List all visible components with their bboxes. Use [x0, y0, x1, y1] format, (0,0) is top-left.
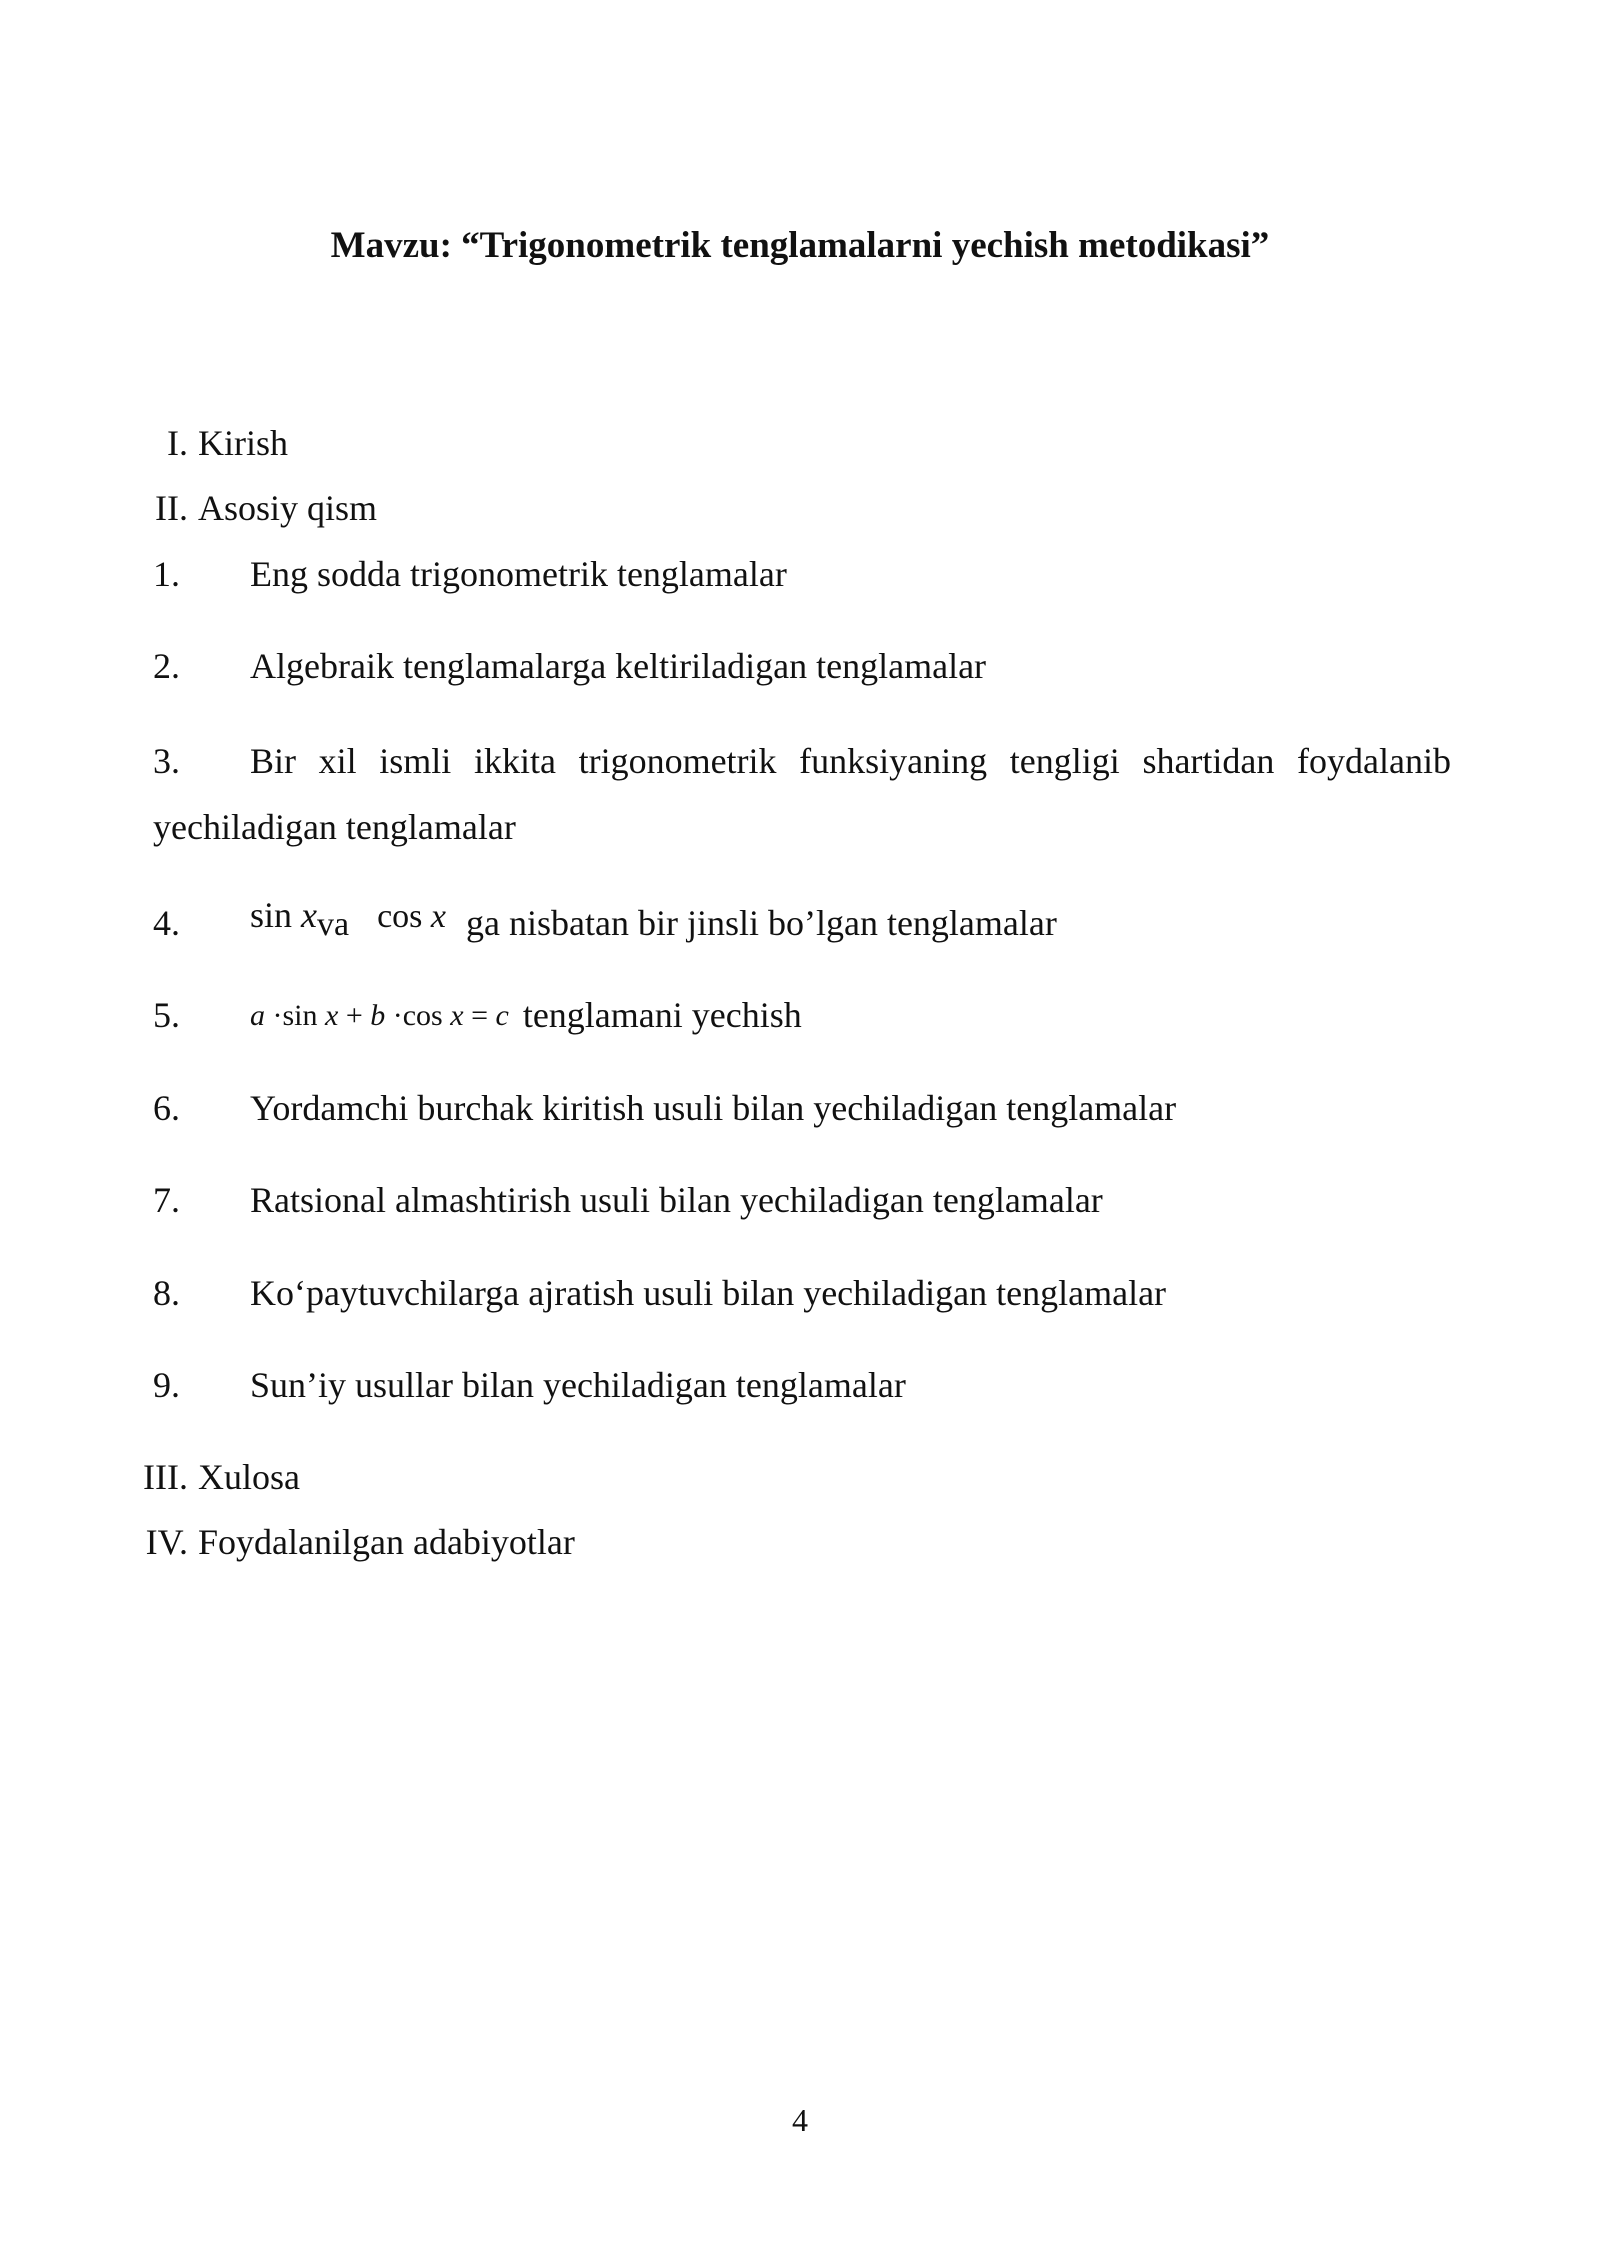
toc-item-label: Asosiy qism — [198, 488, 378, 528]
toc-item-7 — [153, 1177, 1103, 1223]
formula-connector: va — [317, 906, 350, 943]
toc-item-3 — [153, 728, 1451, 860]
toc-item-number: 5. — [153, 995, 180, 1035]
toc-item-label: Eng sodda trigonometrik tenglamalar — [250, 554, 787, 594]
toc-roman-number: II. — [155, 488, 188, 528]
toc-item-4 — [153, 895, 1057, 948]
toc-roman-number: I. — [167, 423, 188, 463]
page-title: Mavzu: “Trigonometrik tenglamalarni yechish metodikasi” — [330, 225, 1270, 266]
formula-asinx-bcosx-c: a ·sin x + b ·cos x = c — [250, 999, 509, 1032]
toc-item-label: Sun’iy usullar bilan yechiladigan tenglamalar — [250, 1365, 906, 1405]
formula-sin-x: sin x — [250, 895, 317, 935]
toc-item-1 — [153, 551, 787, 597]
toc-roman-number: III. — [143, 1457, 188, 1497]
toc-item-number: 9. — [153, 1365, 180, 1405]
toc-item-number: 7. — [153, 1180, 180, 1220]
toc-item-number: 6. — [153, 1088, 180, 1128]
toc-item-label: Foydalanilgan adabiyotlar — [198, 1522, 575, 1562]
toc-item-main-part — [130, 485, 377, 531]
toc-item-5 — [153, 992, 802, 1041]
toc-item-conclusion — [130, 1454, 300, 1500]
toc-roman-number: IV. — [145, 1522, 188, 1562]
toc-item-introduction — [130, 420, 288, 466]
toc-item-label: Bir xil ismli ikkita trigonometrik funksiyaning tengligi shartidan foydalanib yechiladigan tenglamalar — [153, 741, 1451, 847]
toc-item-6 — [153, 1085, 1176, 1131]
toc-item-label: Ratsional almashtirish usuli bilan yechiladigan tenglamalar — [250, 1180, 1103, 1220]
toc-item-number: 1. — [153, 554, 180, 594]
toc-item-label: Ko‘paytuvchilarga ajratish usuli bilan yechiladigan tenglamalar — [250, 1273, 1167, 1313]
toc-item-number: 8. — [153, 1273, 180, 1313]
toc-item-label: tenglamani yechish — [522, 995, 802, 1035]
formula-cos-x: cos x — [377, 898, 447, 935]
toc-item-number: 2. — [153, 646, 180, 686]
toc-item-label: Yordamchi burchak kiritish usuli bilan yechiladigan tenglamalar — [250, 1088, 1177, 1128]
toc-item-label: ga nisbatan bir jinsli bo’lgan tenglamalar — [466, 903, 1057, 943]
toc-item-2 — [153, 643, 986, 689]
toc-item-label: Kirish — [198, 423, 288, 463]
toc-item-8 — [153, 1270, 1166, 1316]
toc-item-9 — [153, 1362, 906, 1408]
toc-item-references — [130, 1519, 575, 1565]
toc-item-number: 4. — [153, 903, 180, 943]
toc-item-label: Algebraik tenglamalarga keltiriladigan tenglamalar — [250, 646, 987, 686]
toc-item-label: Xulosa — [198, 1457, 300, 1497]
page-number: 4 — [792, 2102, 808, 2138]
toc-item-number: 3. — [153, 741, 180, 781]
